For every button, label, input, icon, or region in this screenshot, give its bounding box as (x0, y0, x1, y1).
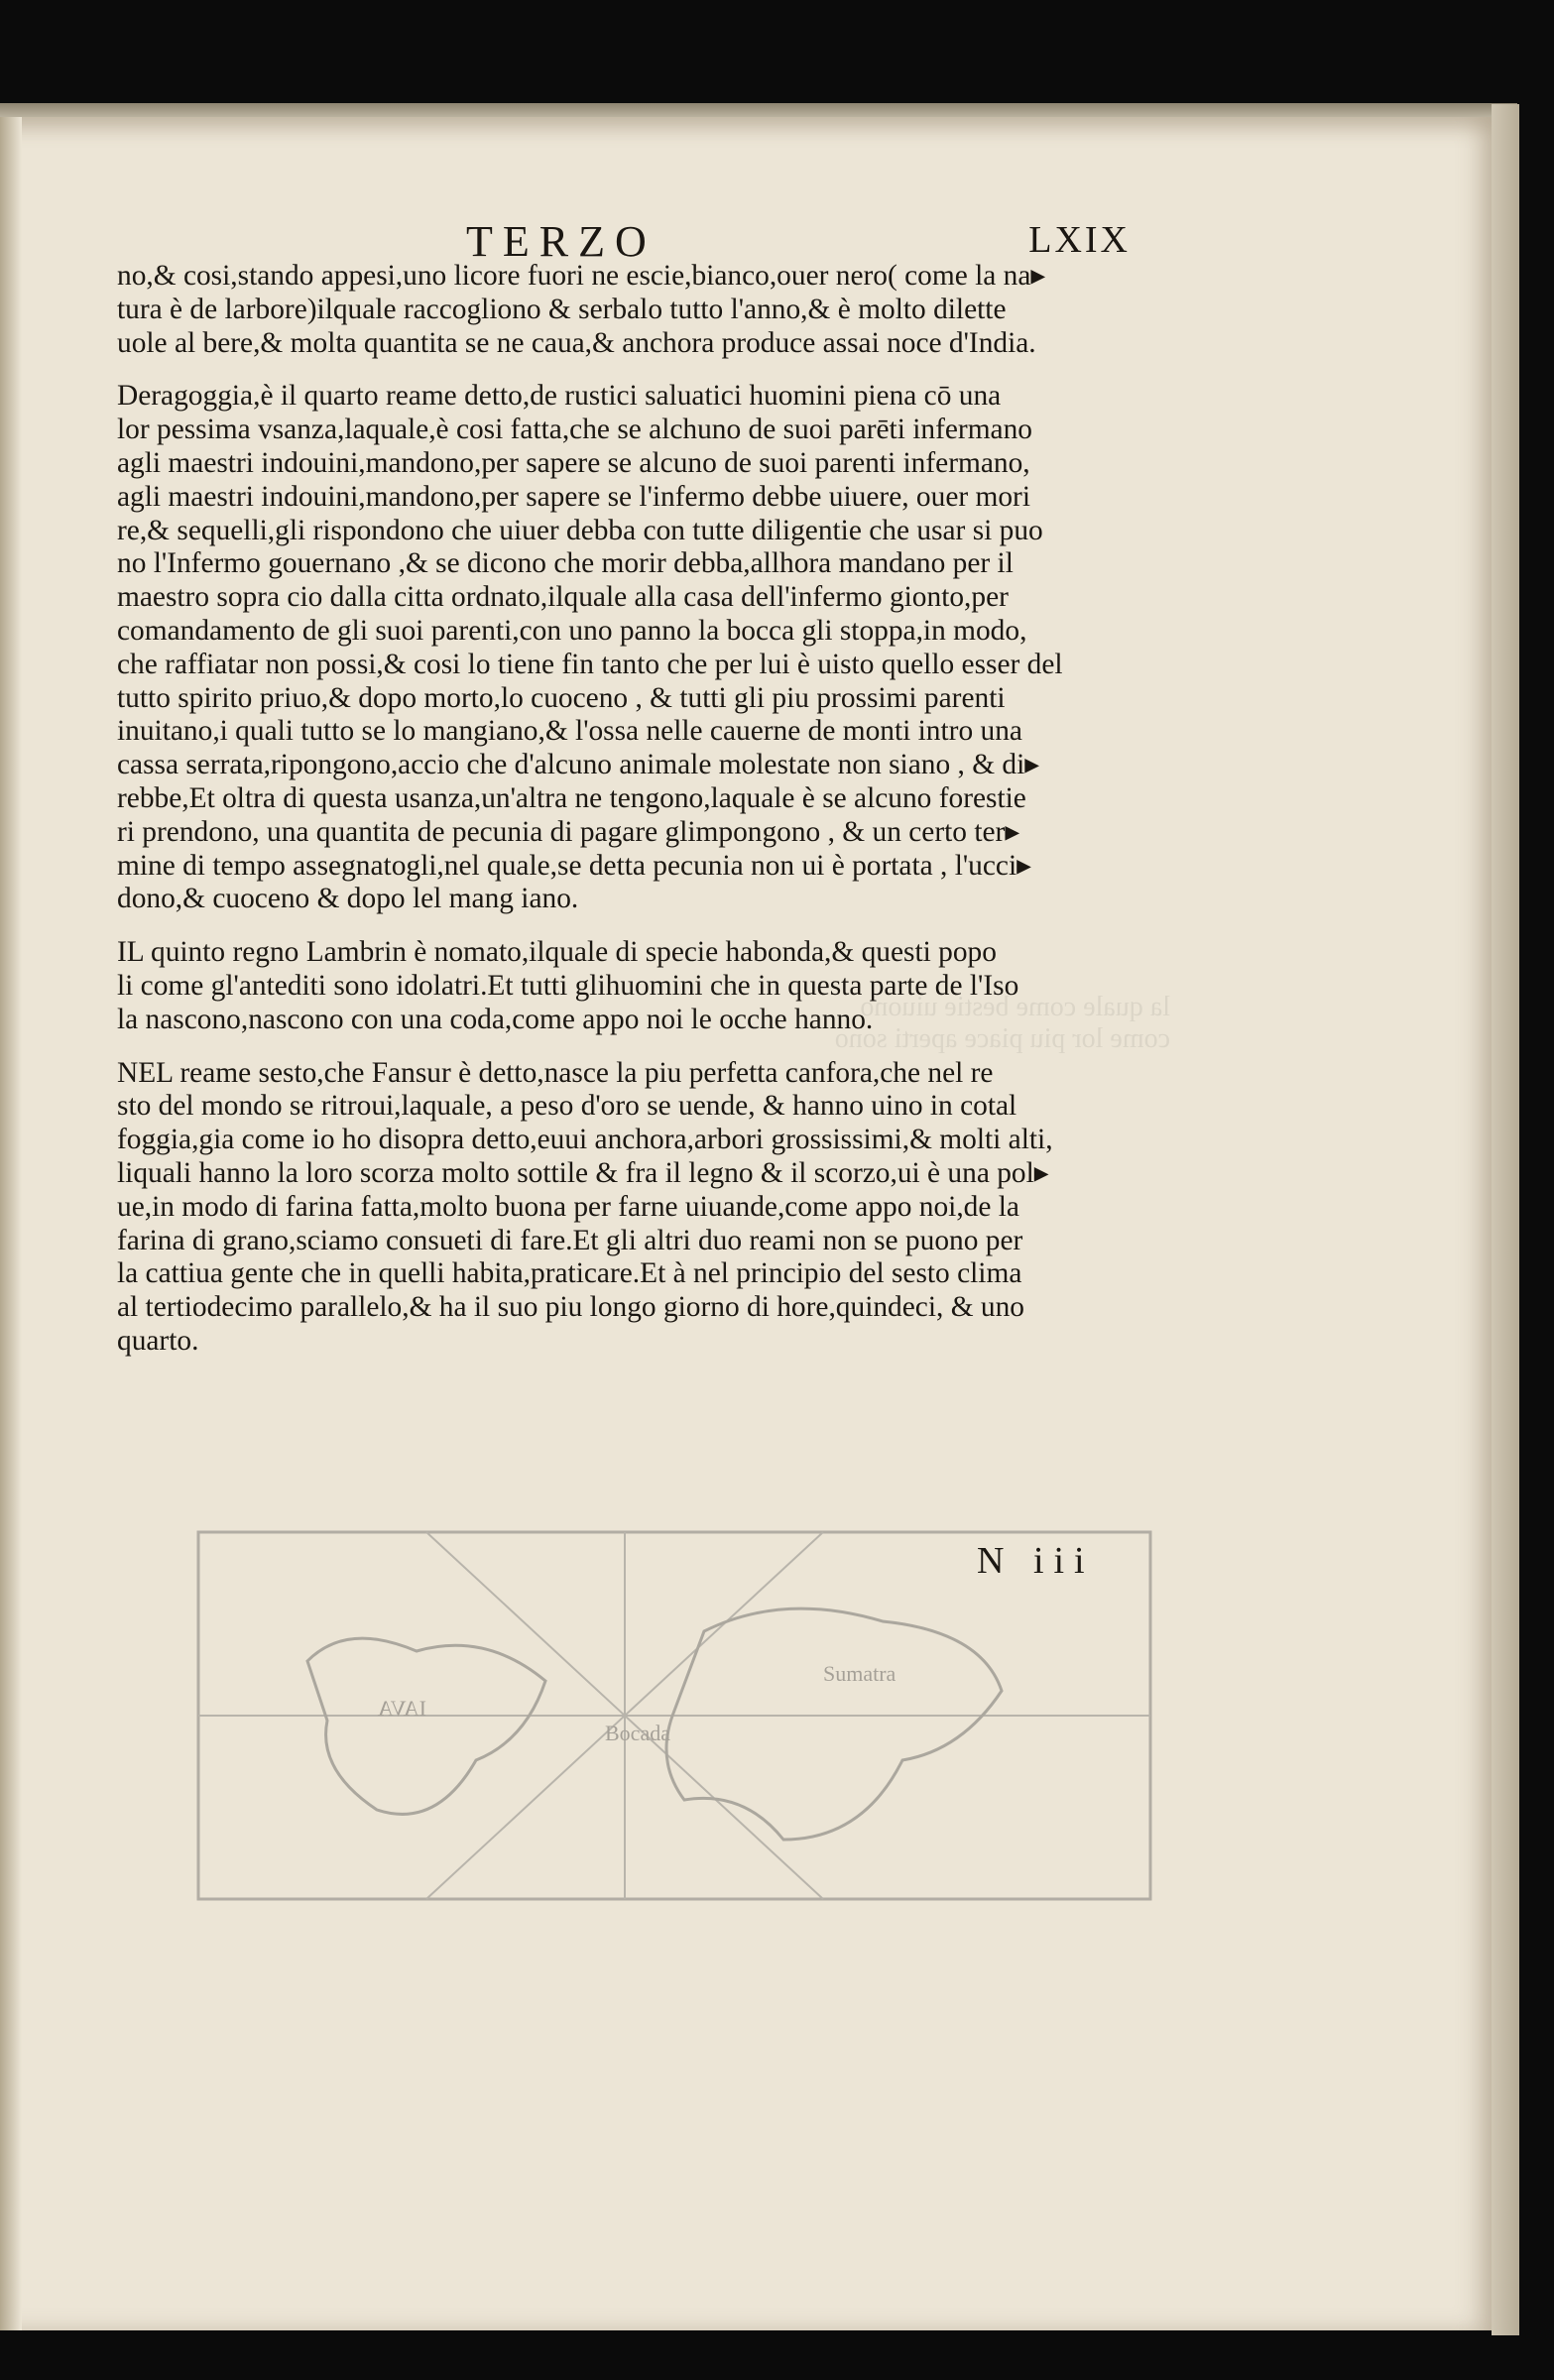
text-line: no,& cosi,stando appesi,uno licore fuori ne escie,bianco,ouer nero( come la na▸ (117, 260, 1046, 292)
text-line: rebbe,Et oltra di questa usanza,un'altra ne tengono,laquale è se alcuno forestie (117, 781, 1026, 814)
text-line: NEL reame sesto,che Fansur è detto,nasce la piu perfetta canfora,che nel re (117, 1056, 994, 1089)
page-gutter (0, 117, 22, 2330)
paragraph (117, 260, 1158, 360)
text-line: cassa serrata,ripongono,accio che d'alcuno animale molestate non siano , & di▸ (117, 749, 1040, 781)
show-through-line: la quale come bestie uiuono (860, 992, 1170, 1022)
text-line: ue,in modo di farina fatta,molto buona per farne uiuande,come appo noi,de la (117, 1190, 1019, 1223)
map-label-right: Sumatra (823, 1661, 897, 1686)
text-line: liquali hanno la loro scorza molto sottile & fra il legno & il scorzo,ui è una pol▸ (117, 1156, 1049, 1189)
map-island-right (666, 1608, 1002, 1840)
running-title: TERZO (466, 217, 657, 266)
text-line: li come gl'antediti sono idolatri.Et tutti glihuomini che in questa parte de l'Iso (117, 969, 1019, 1002)
text-line: re,& sequelli,gli rispondono che uiuer debba con tutte diligentie che usar si puo (117, 514, 1043, 546)
text-line: Deragoggia,è il quarto reame detto,de rustici saluatici huomini piena cō una (117, 380, 1002, 413)
text-line: tutto spirito priuo,& dopo morto,lo cuoceno , & tutti gli piu prossimi parenti (117, 681, 1006, 714)
text-line: IL quinto regno Lambrin è nomato,ilquale di specie habonda,& questi popo (117, 936, 997, 969)
text-line: sto del mondo se ritroui,laquale, a peso d'oro se uende, & hanno uino in cotal (117, 1090, 1017, 1123)
show-through-line: come lor piu piace aperti sono (834, 1023, 1170, 1054)
text-line: agli maestri indouini,mandono,per sapere se alcuno de suoi parenti infermano, (117, 446, 1030, 479)
text-line: la cattiua gente che in quelli habita,praticare.Et à nel principio del sesto clima (117, 1257, 1022, 1290)
text-line: al tertiodecimo parallelo,& ha il suo piu longo giorno di hore,quindeci, & uno (117, 1291, 1024, 1324)
map-compass-rays (198, 1532, 1150, 1899)
text-line: quarto. (117, 1324, 199, 1357)
text-line: foggia,gia come io ho disopra detto,euui anchora,arbori grossissimi,& molti alti, (117, 1124, 1053, 1156)
map-label-center: Bocada (605, 1721, 670, 1745)
text-line: inuitano,i quali tutto se lo mangiano,& l'ossa nelle cauerne de monti intro una (117, 715, 1022, 748)
text-line: dono,& cuoceno & dopo lel mang iano. (117, 883, 579, 915)
map-island-left (307, 1638, 545, 1814)
text-line: maestro sopra cio dalla citta ordnato,ilquale alla casa dell'infermo gionto,per (117, 581, 1009, 614)
text-line: la nascono,nascono con una coda,come appo noi le ocche hanno. (117, 1003, 874, 1035)
paragraph (117, 1057, 1158, 1359)
text-line: mine di tempo assegnatogli,nel quale,se detta pecunia non ui è portata , l'ucci▸ (117, 849, 1031, 882)
text-line: che raffiatar non possi,& cosi lo tiene fin tanto che per lui è uisto quello esser del (117, 648, 1063, 680)
text-line: farina di grano,sciamo consueti di fare.Et gli altri duo reami non se puono per (117, 1224, 1023, 1256)
page-fore-edge (1492, 104, 1519, 2335)
text-line: ri prendono, una quantita de pecunia di pagare glimpongono , & un certo ter▸ (117, 815, 1020, 848)
text-line: tura è de larbore)ilquale raccogliono & serbalo tutto l'anno,& è molto dilette (117, 293, 1007, 325)
text-line: lor pessima vsanza,laquale,è cosi fatta,che se alchuno de suoi parēti infermano (117, 414, 1032, 446)
map-label-left: IAVA (377, 1696, 426, 1721)
running-head (466, 216, 1140, 266)
text-line: uole al bere,& molta quantita se ne caua,& anchora produce assai noce d'India. (117, 326, 1036, 359)
signature-mark: N iii (977, 1540, 1095, 1582)
paragraph (117, 380, 1158, 916)
body-text (117, 260, 1158, 1359)
text-line: agli maestri indouini,mandono,per sapere se l'infermo debbe uiuere, ouer mori (117, 480, 1031, 513)
text-line: no l'Infermo gouernano ,& se dicono che morir debba,allhora mandano per il (117, 547, 1014, 580)
text-line: comandamento de gli suoi parenti,con uno panno la bocca gli stoppa,in modo, (117, 614, 1027, 647)
paragraph (117, 936, 1158, 1036)
folio-number: LXIX (1028, 219, 1131, 261)
